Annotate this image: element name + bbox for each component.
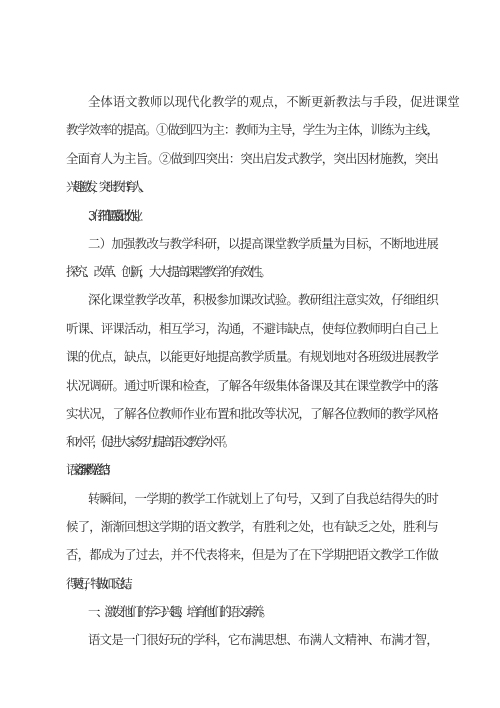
- text-line: 和水平，促进大家努力提高语文教学水平。: [66, 434, 232, 449]
- section-heading: 语文备课教学总结3: [66, 462, 104, 477]
- text-line: 兴趣激发，突出教书育人。: [66, 179, 145, 194]
- text-line: 全面育人为主旨。②做到四突出：突出启发式教学，突出因材施教，突出: [66, 151, 438, 166]
- text-line: 得更好，特做如下总结。: [66, 576, 133, 591]
- text-line: 课的优点，缺点，以能更好地提高教学质量。有规划地对各班级进展教学: [66, 349, 438, 364]
- text-line: 全体语文教师以现代化教学的观点，不断更新教法与手段，促进课堂: [88, 94, 460, 109]
- text-line: 否，都成为了过去，并不代表将来，但是为了在下学期把语文教学工作做: [66, 547, 438, 562]
- text-line: 状况调研。通过听课和检查，了解各年级集体备课及其在课堂教学中的落: [66, 378, 438, 393]
- text-line: 二）加强教改与教学科研，以提高课堂教学质量为目标，不断地进展: [88, 236, 438, 251]
- text-line: 探究、改革、创新，大大提高课堂教学的有效性。: [66, 264, 269, 279]
- text-line: 语文是一门很好玩的学科，它布满思想、布满人文精神、布满才智，: [88, 632, 438, 647]
- text-line: 听课、评课活动，相互学习，沟通，不避讳缺点，使每位教师明白自己上: [66, 321, 438, 336]
- text-line: 深化课堂教学改革，积极参加课改试验。教研组注意实效，仔细组织: [88, 292, 438, 307]
- text-line: 候了，渐渐回想这学期的语文教学，有胜利之处，也有缺乏之处，胜利与: [66, 519, 438, 534]
- text-line: 转瞬间，一学期的教学工作就划上了句号，又到了自我总结得失的时: [88, 491, 438, 506]
- text-line: 一、激发他们的学习兴趣，培育他们的语文素养。: [88, 604, 269, 619]
- text-line: 3、仔细布置及批改作业。: [88, 208, 141, 223]
- text-line: 教学效率的提高。①做到四为主：教师为主导，学生为主体，训练为主线，: [66, 122, 438, 137]
- text-line: 实状况，了解各位教师作业布置和批改等状况，了解各位教师的教学风格: [66, 406, 438, 421]
